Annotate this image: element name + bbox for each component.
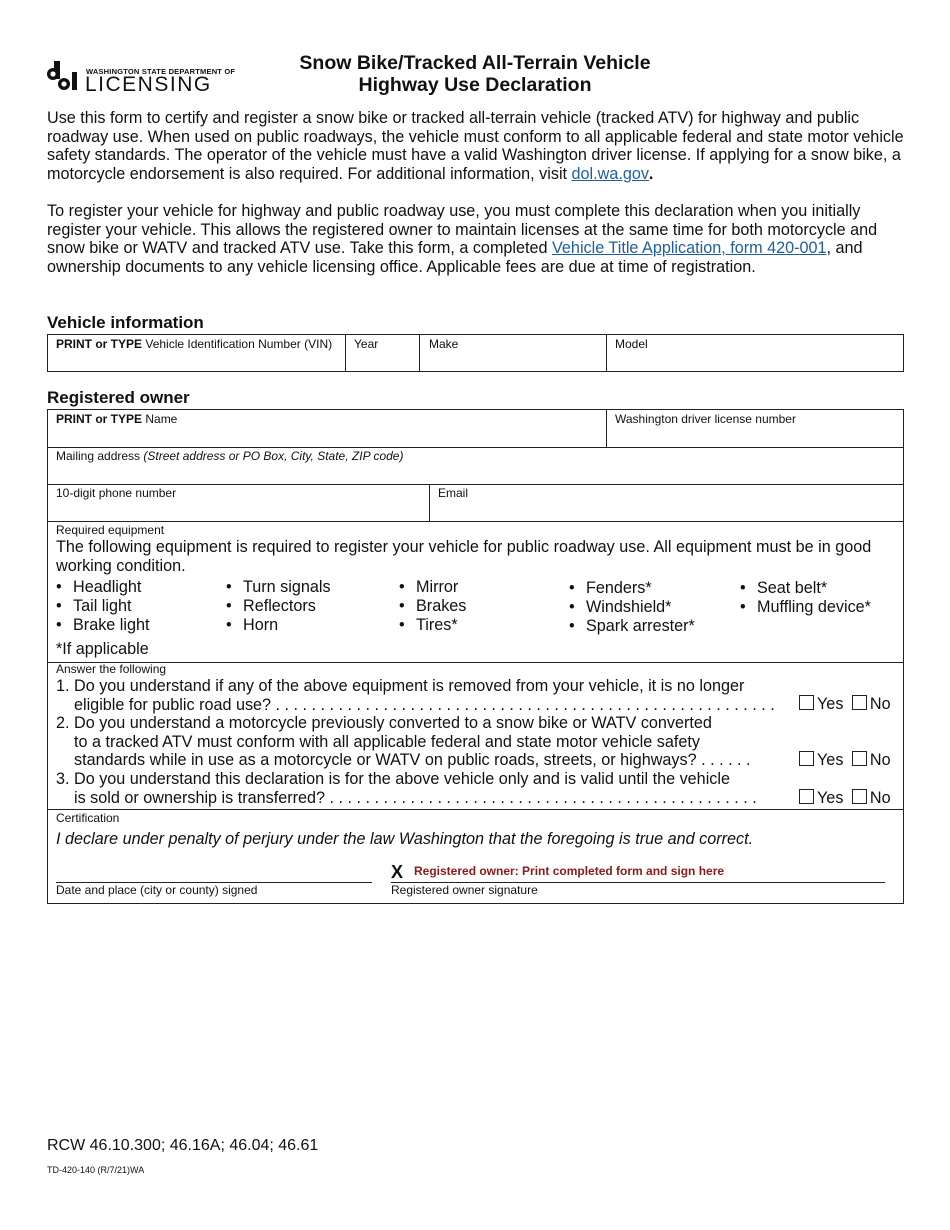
year-field[interactable]: Year [354, 337, 379, 351]
equipment-item: • Seat belt* [740, 579, 828, 597]
sign-here-instruction: Registered owner: Print completed form and sign here [414, 864, 725, 878]
divider [345, 335, 346, 372]
certification-statement: I declare under penalty of perjury under the law Washington that the foregoing is true and correct. [56, 830, 754, 848]
model-field[interactable]: Model [615, 337, 648, 351]
question-3-answer [799, 789, 891, 808]
equipment-item: • Headlight [56, 578, 142, 596]
equipment-item: • Windshield* [569, 598, 672, 616]
question-2-line: to a tracked ATV must conform with all applicable federal and state motor vehicle safety [56, 732, 700, 751]
phone-field[interactable]: 10-digit phone number [56, 486, 177, 500]
address-label: Mailing address [56, 449, 144, 463]
question-2-answer [799, 751, 891, 770]
yes-label: Yes [817, 789, 844, 807]
dol-website-link[interactable]: dol.wa.gov [571, 165, 649, 184]
make-field[interactable]: Make [429, 337, 459, 351]
equipment-item: • Turn signals [226, 578, 331, 596]
mailing-address-field[interactable] [56, 449, 403, 463]
equipment-item: • Brake light [56, 616, 150, 634]
logo-name: LICENSING [85, 73, 212, 96]
question-1-answer [799, 695, 891, 714]
equipment-item: • Tail light [56, 597, 132, 615]
equipment-item: • Brakes [399, 597, 467, 615]
equipment-item: • Muffling device* [740, 598, 871, 616]
vin-field[interactable] [56, 337, 332, 351]
equipment-intro: The following equipment is required to register your vehicle for public roadway use. All equipment must be in good working condition. [56, 538, 872, 575]
address-hint: (Street address or PO Box, City, State, ZIP code) [143, 449, 404, 463]
no-label: No [869, 695, 891, 713]
certification-label: Certification [56, 811, 120, 825]
divider [48, 447, 903, 448]
divider [606, 410, 607, 447]
yes-label: Yes [817, 695, 844, 713]
divider [48, 521, 903, 522]
divider [48, 809, 903, 810]
registered-owner-heading: Registered owner [47, 388, 190, 407]
signature-label: Registered owner signature [391, 883, 538, 897]
question-2-line: standards while in use as a motorcycle or WATV on public roads, streets, or highways? . . . . . . [56, 751, 751, 769]
question-3-no-checkbox[interactable] [852, 789, 867, 804]
divider [606, 335, 607, 372]
question-3 [56, 770, 757, 807]
divider [429, 484, 430, 521]
equipment-item: • Mirror [399, 578, 459, 596]
question-1 [56, 677, 775, 714]
equipment-item: • Spark arrester* [569, 617, 695, 635]
question-3-yes-checkbox[interactable] [799, 789, 814, 804]
intro-p1-text: Use this form to certify and register a snow bike or tracked all-terrain vehicle (tracked ATV) for highway and public roadway use. When used on public roadways, the vehicle must conform to all applicable federal and state motor vehicle safety standards. The operator of the vehicle must have a valid Washington driver license. If applying for a snow bike, a motorcycle endorsement is also required. For additional information, visit [47, 109, 904, 184]
equipment-item: • Fenders* [569, 579, 652, 597]
owner-name-field[interactable] [56, 412, 177, 426]
title-line-1: Snow Bike/Tracked All-Terrain Vehicle [299, 52, 651, 74]
question-1-yes-checkbox[interactable] [799, 695, 814, 710]
intro-p1-end: . [648, 165, 654, 184]
question-2-line: 2. Do you understand a motorcycle previously converted to a snow bike or WATV converted [56, 714, 712, 732]
sign-x-mark: X [391, 862, 404, 882]
no-label: No [869, 751, 891, 769]
title-application-link[interactable]: Vehicle Title Application, form 420-001 [552, 239, 827, 258]
question-3-line: is sold or ownership is transferred? . . . . . . . . . . . . . . . . . . . . . . . . . . . . . . . . . . . . . . . . . . . . . . . . [56, 788, 757, 807]
yes-label: Yes [817, 751, 844, 769]
equipment-item: • Reflectors [226, 597, 316, 615]
vin-label: Vehicle Identification Number (VIN) [142, 337, 333, 351]
vehicle-info-heading: Vehicle information [47, 313, 204, 332]
dol-logo [46, 60, 236, 96]
questions-label: Answer the following [56, 662, 167, 676]
divider [48, 484, 903, 485]
page-title [240, 52, 710, 96]
owner-name-label: Name [142, 412, 178, 426]
vehicle-info-table [47, 334, 904, 372]
divider [48, 662, 903, 663]
question-3-line: 3. Do you understand this declaration is for the above vehicle only and is valid until the vehicle [56, 770, 730, 788]
logo-department: WASHINGTON STATE DEPARTMENT OF [86, 67, 236, 76]
equipment-item: • Horn [226, 616, 279, 634]
driver-license-field[interactable]: Washington driver license number [615, 412, 796, 426]
question-2 [56, 714, 751, 770]
owner-name-bold: PRINT or TYPE [56, 412, 143, 426]
question-2-yes-checkbox[interactable] [799, 751, 814, 766]
no-label: No [869, 789, 891, 807]
question-1-line: eligible for public road use? . . . . . . . . . . . . . . . . . . . . . . . . . . . . . . . . . . . . . . . . . . . . . . . . . . . . . . . . [56, 695, 775, 714]
divider [419, 335, 420, 372]
title-line-2: Highway Use Declaration [358, 74, 592, 96]
question-1-line: 1. Do you understand if any of the above equipment is removed from your vehicle, it is no longer [56, 677, 745, 695]
form-id: TD-420-140 (R/7/21)WA [47, 1165, 145, 1175]
vin-label-bold: PRINT or TYPE [56, 337, 143, 351]
intro-paragraph-2 [47, 202, 912, 277]
if-applicable-note: *If applicable [56, 640, 149, 658]
dol-logo-icon [46, 60, 80, 92]
email-field[interactable]: Email [438, 486, 469, 500]
question-1-no-checkbox[interactable] [852, 695, 867, 710]
rcw-reference: RCW 46.10.300; 46.16A; 46.04; 46.61 [47, 1137, 319, 1154]
intro-p2-end: , and ownership documents to any vehicle licensing office. Applicable fees are due at time of registration. [47, 239, 863, 277]
intro-p2-text: To register your vehicle for highway and public roadway use, you must complete this declaration when you initially register your vehicle. This allows the registered owner to maintain licenses at the same time for both motorcycle and snow bike or WATV and tracked ATV use. Take this form, a completed [47, 202, 878, 258]
question-2-no-checkbox[interactable] [852, 751, 867, 766]
date-place-label: Date and place (city or county) signed [56, 883, 258, 897]
equipment-label: Required equipment [56, 523, 165, 537]
equipment-item: • Tires* [399, 616, 458, 634]
intro-paragraph-1 [47, 109, 912, 184]
